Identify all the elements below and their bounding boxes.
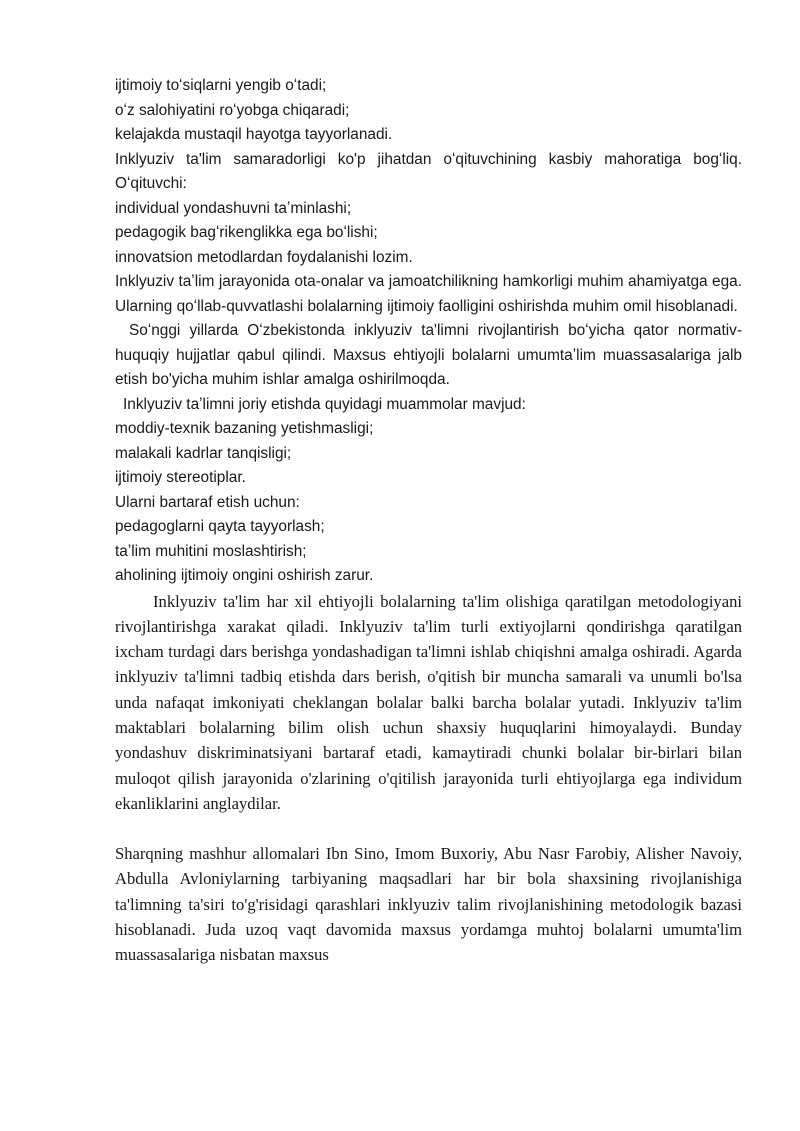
list-item: malakali kadrlar tanqisligi; xyxy=(115,444,292,462)
list-item: kelajakda mustaqil hayotga tayyorlanadi. xyxy=(115,126,393,143)
paragraph: Inklyuziv taʼlim jarayonida ota-onalar va jamoatchilikning hamkorligi muhim ahamiyatga ega. Ularning qoʻllab-quvvatlashi bolalarning ijtimoiy faolligini oshirishda muhim omil hisoblanadi. xyxy=(115,273,742,315)
document-page xyxy=(115,74,742,968)
list-item: taʼlim muhitini moslashtirish; xyxy=(115,542,307,560)
paragraph: Inklyuziv ta'lim har xil ehtiyojli bolalarning ta'lim olishiga qaratilgan metodologiyani rivojlantirishga xarakat qiladi. Inklyuziv ta'lim turli extiyojlarni qondirishga qaratilgan ixcham turdagi dars berishga yondashadigan ta'limni ishlab chiqishni amalga oshiradi. Agarda inklyuziv ta'limni tadbiq etishda dars berish, o'qitish bir muncha samarali va unumli bo'lsa unda nafaqat imkoniyati cheklangan bolalar balki barcha bolalar yutadi. Inklyuziv ta'lim maktablari bolalarning bilim olish uchun shaxsiy huquqlarini himoyalaydi. Bunday yondashuv diskriminatsiyani bartaraf etadi, kamaytiradi chunki bolalar bir-birlari bilan muloqot qilish jarayonida o'zlarining o'qitilish jarayonida turli ehtiyojlarga ega individum ekanliklarini anglaydilar. xyxy=(115,591,742,813)
list-item: individual yondashuvni taʼminlashi; xyxy=(115,199,352,217)
text-block-serif xyxy=(115,589,742,968)
list-item: innovatsion metodlardan foydalanishi lozim. xyxy=(115,248,413,266)
paragraph: Inklyuziv ta'lim samaradorligi ko'p jihatdan oʻqituvchining kasbiy mahoratiga bogʻliq. Oʻqituvchi: xyxy=(115,150,742,192)
list-heading: Ularni bartaraf etish uchun: xyxy=(115,493,300,511)
list-item: ijtimoiy stereotiplar. xyxy=(115,469,246,486)
paragraph: Soʻnggi yillarda Oʻzbekistonda inklyuziv ta'limni rivojlantirish boʻyicha qator normativ-huquqiy hujjatlar qabul qilindi. Maxsus ehtiyojli bolalarni umumtaʼlim muassasalariga jalb etish bo'yicha muhim ishlar amalga oshirilmoqda. xyxy=(115,322,742,388)
list-item: ijtimoiy toʻsiqlarni yengib oʻtadi; xyxy=(115,77,327,94)
list-item: aholining ijtimoiy ongini oshirish zarur. xyxy=(115,567,374,584)
list-item: pedagoglarni qayta tayyorlash; xyxy=(115,518,325,535)
list-item: moddiy-texnik bazaning yetishmasligi; xyxy=(115,420,374,437)
text-block-sans xyxy=(115,74,742,589)
paragraph-gap xyxy=(115,816,742,841)
list-item: oʻz salohiyatini roʻyobga chiqaradi; xyxy=(115,101,350,119)
list-heading: Inklyuziv taʼlimni joriy etishda quyidagi muammolar mavjud: xyxy=(123,395,526,413)
list-item: pedagogik bagʻrikenglikka ega boʻlishi; xyxy=(115,224,378,241)
paragraph: Sharqning mashhur allomalari Ibn Sino, Imom Buxoriy, Abu Nasr Farobiy, Alisher Navoiy, Abdulla Avloniylarning tarbiyaning maqsadlari har bir bola shaxsining rivojlanishiga ta'limning ta'siri to'g'risidagi qarashlari inklyuziv talim rivojlanishining metodologik bazasi hisoblanadi. Juda uzoq vaqt davomida maxsus yordamga muhtoj bolalarni umumta'lim muassasalariga nisbatan maxsus xyxy=(115,844,742,965)
